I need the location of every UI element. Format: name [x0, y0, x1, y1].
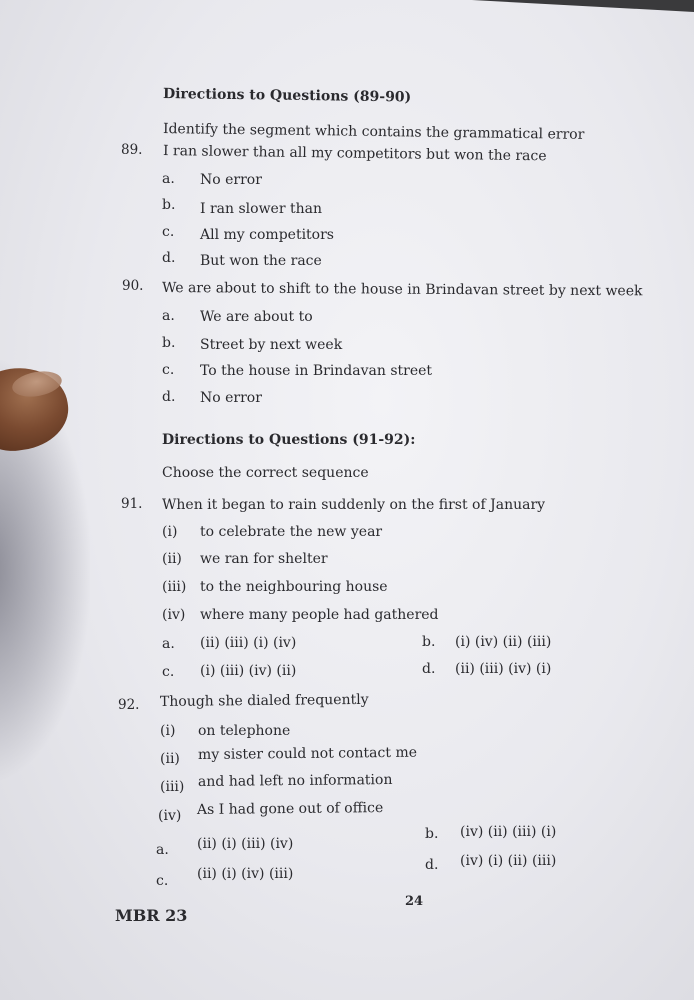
option-text: (ii) (iii) (iv) (i)	[455, 661, 552, 677]
option-label: a.	[162, 636, 175, 652]
option-label: a.	[162, 308, 175, 324]
option-text: No error	[200, 390, 262, 406]
part-label: (i)	[162, 524, 178, 540]
section-instruction: Choose the correct sequence	[162, 465, 369, 481]
option-text: But won the race	[200, 253, 322, 269]
question-text: I ran slower than all my competitors but won the race	[162, 143, 547, 165]
option-label: c.	[162, 664, 175, 680]
option-label: c.	[162, 362, 175, 378]
question-number: 89.	[121, 142, 143, 158]
question-number: 90.	[122, 278, 144, 294]
part-text: to celebrate the new year	[200, 524, 383, 540]
option-text: To the house in Brindavan street	[200, 363, 433, 379]
option-text: We are about to	[200, 309, 313, 325]
part-label: (ii)	[160, 751, 180, 767]
part-label: (iii)	[162, 579, 187, 595]
part-text: where many people had gathered	[200, 607, 439, 623]
question-text: When it began to rain suddenly on the first of January	[162, 497, 546, 513]
page-number: 24	[405, 894, 424, 909]
part-text: and had left no information	[197, 771, 393, 790]
part-label: (iv)	[162, 607, 186, 623]
option-label: d.	[162, 389, 176, 405]
part-label: (ii)	[162, 551, 182, 567]
option-text: (ii) (i) (iv) (iii)	[197, 866, 294, 882]
part-label: (i)	[160, 723, 176, 739]
option-text: All my competitors	[200, 227, 334, 243]
option-text: I ran slower than	[200, 201, 322, 217]
question-number: 91.	[121, 496, 143, 512]
part-text: we ran for shelter	[200, 551, 328, 567]
option-label: b.	[162, 335, 176, 351]
question-text: We are about to shift to the house in Brindavan street by next week	[161, 280, 643, 300]
question-number: 92.	[118, 697, 140, 713]
part-text: on telephone	[198, 723, 291, 739]
option-text: Street by next week	[200, 337, 343, 353]
option-label: d.	[422, 661, 436, 677]
part-text: to the neighbouring house	[200, 579, 388, 595]
option-label: c.	[162, 224, 175, 240]
option-text: (i) (iii) (iv) (ii)	[200, 663, 297, 679]
option-label: d.	[425, 857, 439, 873]
option-label: c.	[156, 873, 169, 889]
exam-code: MBR 23	[115, 906, 188, 925]
option-text: (iv) (ii) (iii) (i)	[460, 824, 557, 840]
option-label: b.	[422, 634, 436, 650]
option-label: b.	[162, 197, 176, 213]
part-text: As I had gone out of office	[196, 800, 384, 818]
option-text: (iv) (i) (ii) (iii)	[460, 853, 557, 869]
question-text: Though she dialed frequently	[159, 691, 369, 710]
option-text: (ii) (iii) (i) (iv)	[200, 635, 297, 651]
section-heading: Directions to Questions (89-90)	[162, 86, 412, 106]
section-instruction: Identify the segment which contains the grammatical error	[162, 121, 585, 143]
option-text: (ii) (i) (iii) (iv)	[197, 836, 294, 852]
section-heading: Directions to Questions (91-92):	[162, 432, 416, 448]
option-label: d.	[162, 250, 176, 266]
option-label: b.	[425, 826, 439, 842]
option-label: a.	[162, 171, 175, 187]
part-label: (iv)	[158, 808, 182, 824]
option-label: a.	[156, 842, 169, 858]
part-text: my sister could not contact me	[197, 744, 418, 763]
part-label: (iii)	[160, 779, 185, 795]
option-text: No error	[200, 172, 262, 188]
option-text: (i) (iv) (ii) (iii)	[455, 634, 552, 650]
